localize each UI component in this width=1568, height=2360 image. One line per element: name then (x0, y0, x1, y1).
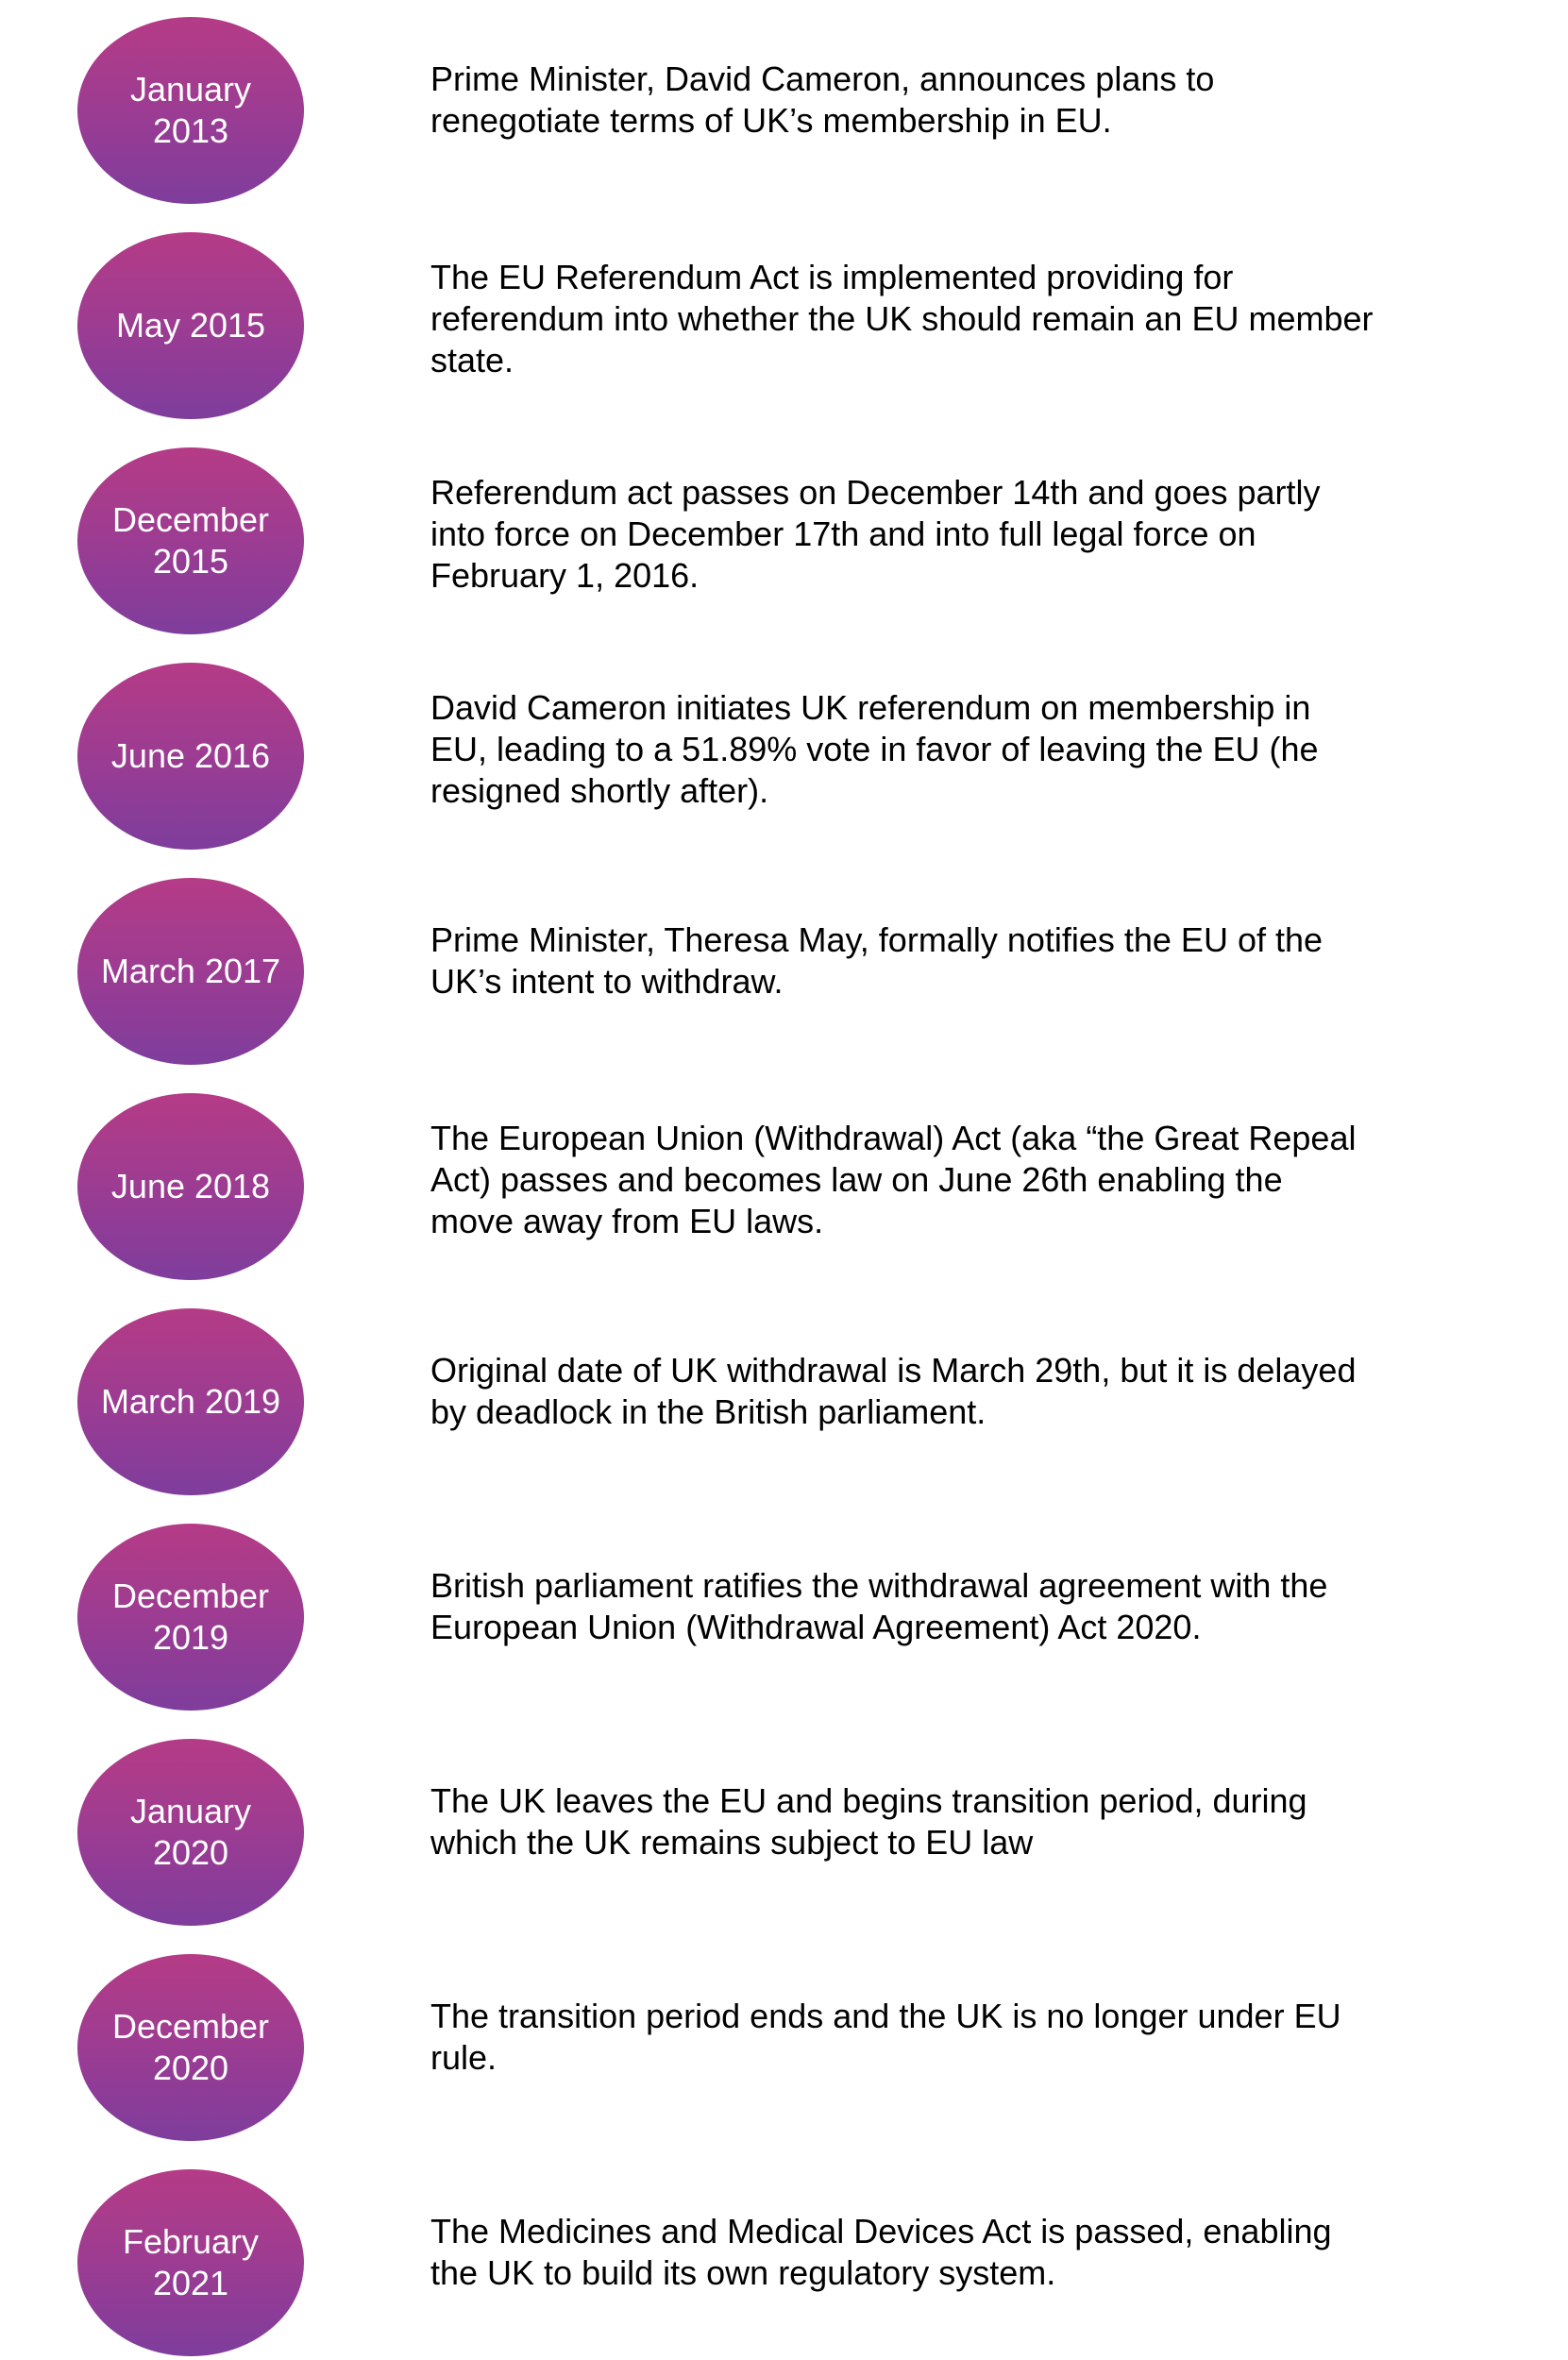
timeline-event (0, 17, 1568, 206)
event-description: Original date of UK withdrawal is March 29th, but it is delayed by deadlock in the British parliament. (430, 1351, 1357, 1431)
timeline-event (0, 878, 1568, 1067)
event-date: June 2018 (110, 1167, 271, 1205)
event-date: March 2019 (100, 1382, 281, 1421)
event-date: February 2021 (122, 2222, 260, 2302)
date-badge (77, 1739, 304, 1926)
date-badge (77, 663, 304, 850)
date-badge (77, 447, 304, 634)
event-description: David Cameron initiates UK referendum on membership in EU, leading to a 51.89% vote in favor of leaving the EU (he resigned shortly after). (430, 688, 1319, 810)
event-description: Referendum act passes on December 14th and goes partly into force on December 17th and into full legal force on February 1, 2016. (430, 473, 1321, 595)
timeline-event (0, 447, 1568, 636)
event-description: Prime Minister, Theresa May, formally notifies the EU of the UK’s intent to withdraw. (430, 920, 1324, 1001)
date-badge (77, 1308, 304, 1495)
date-badge (77, 232, 304, 419)
timeline-event (0, 1308, 1568, 1497)
event-description: The transition period ends and the UK is no longer under EU rule. (430, 1997, 1341, 2077)
timeline-event (0, 1524, 1568, 1712)
date-badge (77, 878, 304, 1065)
event-description: The EU Referendum Act is implemented providing for referendum into whether the UK should remain an EU member state. (430, 258, 1374, 379)
event-date: May 2015 (115, 306, 266, 345)
event-description: The European Union (Withdrawal) Act (aka “the Great Repeal Act) passes and becomes law on June 26th enabling the move away from EU laws. (430, 1119, 1357, 1240)
event-date: December 2015 (111, 500, 270, 581)
event-description: The Medicines and Medical Devices Act is passed, enabling the UK to build its own regulatory system. (430, 2212, 1332, 2292)
event-date: December 2019 (111, 1576, 270, 1657)
event-description: The UK leaves the EU and begins transition period, during which the UK remains subject to EU law (430, 1781, 1307, 1862)
date-badge (77, 1954, 304, 2141)
event-date: December 2020 (111, 2007, 270, 2087)
timeline-event (0, 1954, 1568, 2143)
timeline-event (0, 232, 1568, 421)
event-date: June 2016 (110, 736, 271, 775)
timeline-event (0, 1093, 1568, 1282)
event-description: British parliament ratifies the withdrawal agreement with the European Union (Withdrawal Agreement) Act 2020. (430, 1566, 1328, 1646)
event-date: March 2017 (100, 952, 281, 990)
date-badge (77, 1093, 304, 1280)
timeline-event (0, 2169, 1568, 2358)
timeline-event (0, 1739, 1568, 1928)
date-badge (77, 1524, 304, 1711)
date-badge (77, 2169, 304, 2356)
event-date: January 2013 (129, 70, 252, 150)
date-badge (77, 17, 304, 204)
event-date: January 2020 (129, 1792, 252, 1872)
timeline-event (0, 663, 1568, 851)
event-description: Prime Minister, David Cameron, announces plans to renegotiate terms of UK’s membership in EU. (430, 59, 1215, 140)
